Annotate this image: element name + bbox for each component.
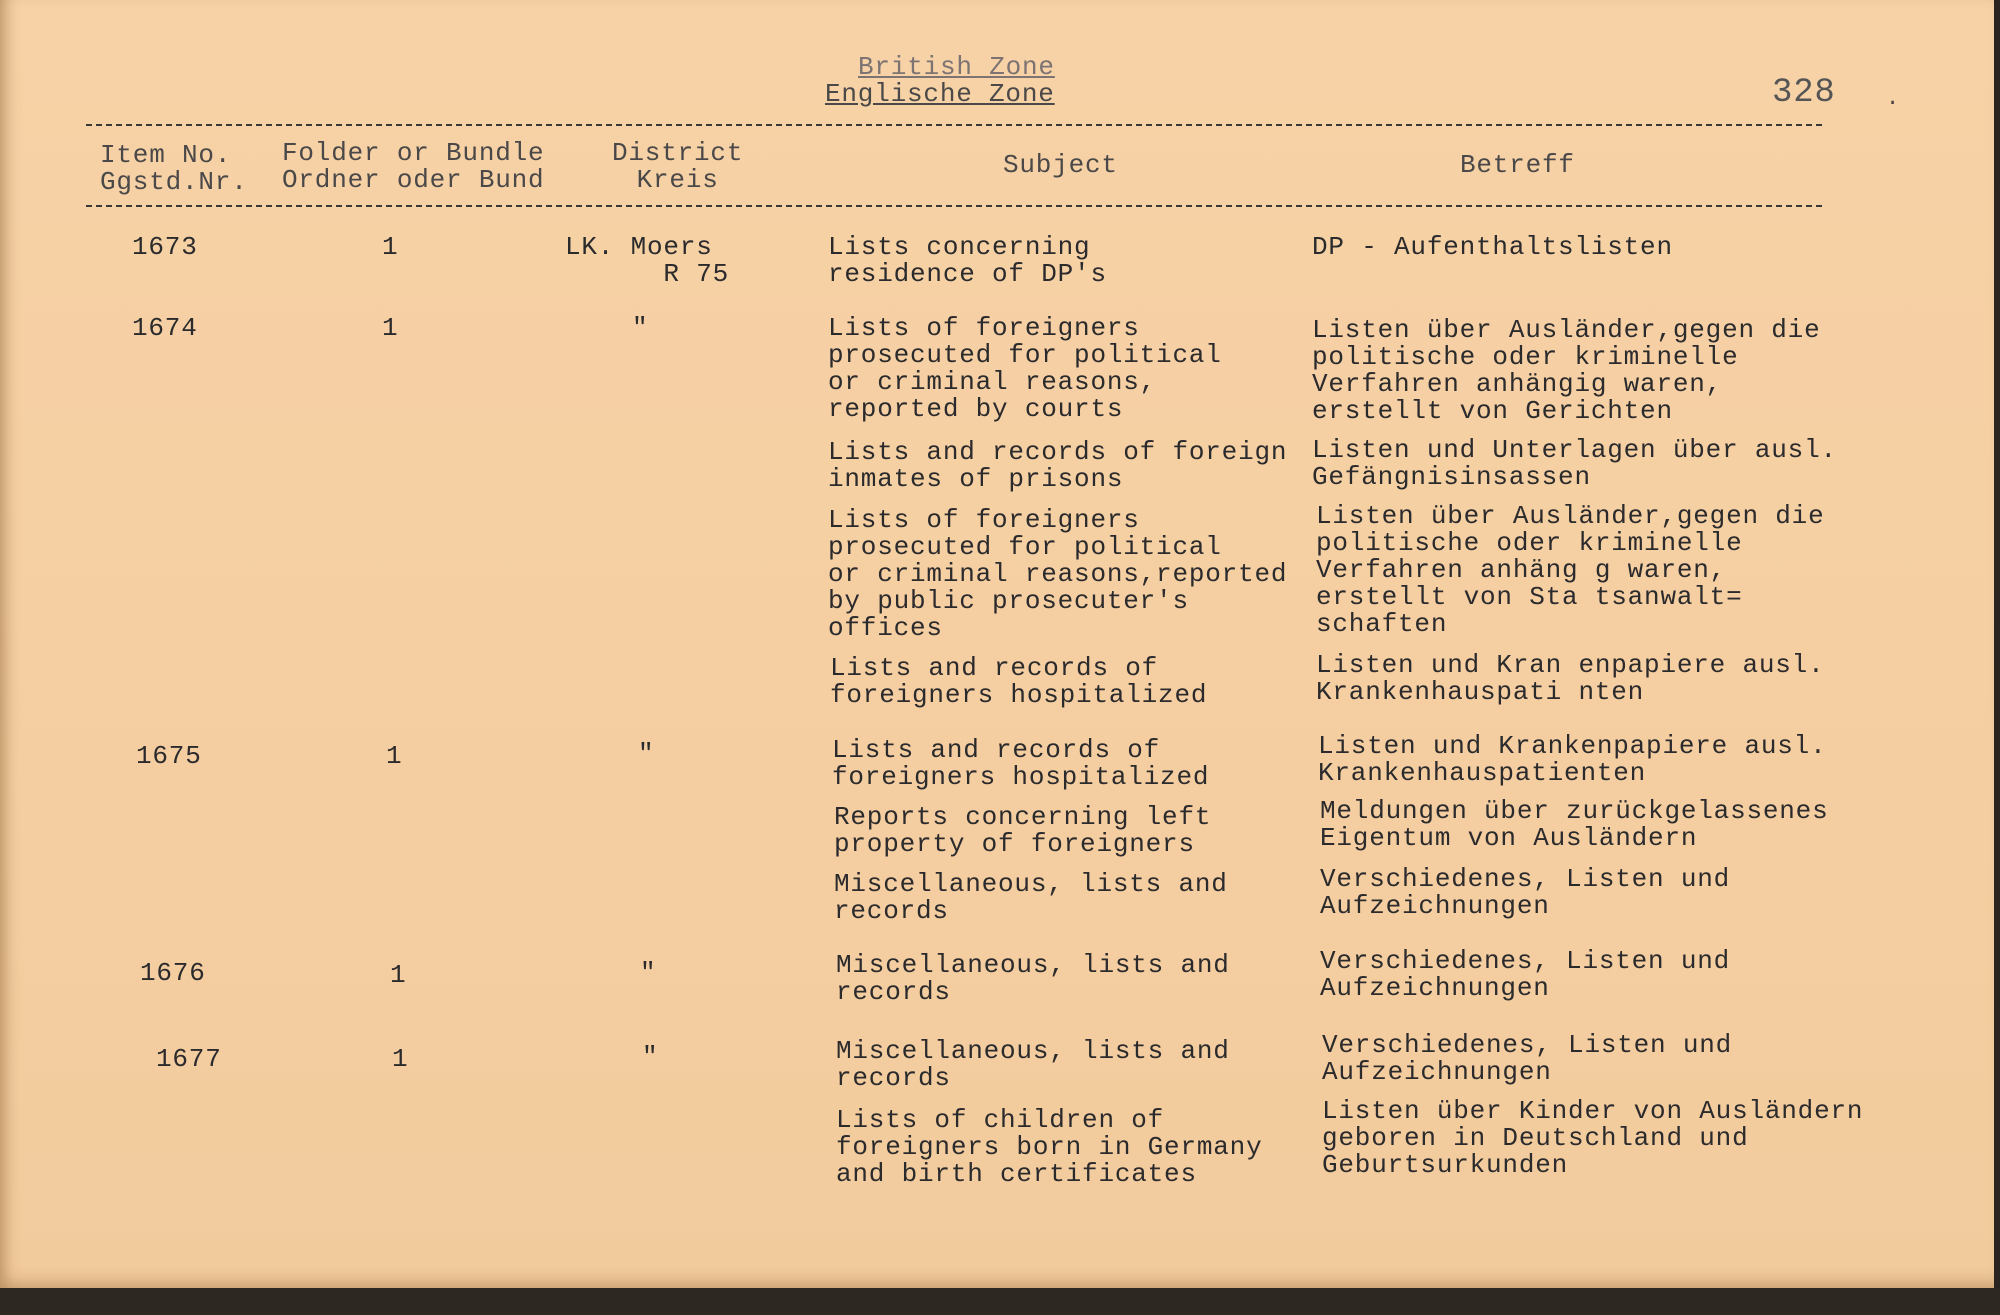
item-number: 1673: [132, 232, 198, 262]
folder-count: 1: [390, 960, 407, 990]
ditto-mark: ": [642, 1042, 659, 1072]
betreff-text: Listen und Unterlagen über ausl. Gefängnisinsassen: [1312, 435, 1837, 492]
subject-text: Miscellaneous, lists and records: [836, 950, 1230, 1007]
betreff-text: Verschiedenes, Listen und Aufzeichnungen: [1320, 946, 1731, 1003]
district: LK. Moers R 75: [565, 232, 730, 289]
subject-text: Lists of foreigners prosecuted for political or criminal reasons,reported by public prosecuter's offices: [828, 505, 1288, 643]
page-number: 328: [1772, 74, 1836, 112]
page-dot-mark: .: [1886, 86, 1900, 111]
header-rule-top: [86, 124, 1822, 126]
col-header-folder: Folder or Bundle Ordner oder Bund: [282, 138, 545, 195]
ditto-mark: ": [640, 958, 657, 988]
folder-count: 1: [392, 1044, 409, 1074]
folder-count: 1: [382, 232, 399, 262]
betreff-text: Listen und Krankenpapiere ausl. Krankenhauspatienten: [1318, 731, 1827, 788]
betreff-text: Listen über Ausländer,gegen die politische oder kriminelle Verfahren anhängig waren, erstellt von Gerichten: [1312, 315, 1821, 426]
subject-text: Lists and records of foreigners hospitalized: [832, 735, 1210, 792]
betreff-text: Verschiedenes, Listen und Aufzeichnungen: [1322, 1030, 1733, 1087]
betreff-text: Verschiedenes, Listen und Aufzeichnungen: [1320, 864, 1731, 921]
col-header-betreff: Betreff: [1460, 150, 1575, 180]
col-header-item: Item No. Ggstd.Nr.: [100, 140, 248, 197]
subject-text: Miscellaneous, lists and records: [836, 1036, 1230, 1093]
subject-text: Lists and records of foreign inmates of prisons: [828, 437, 1288, 494]
header-rule-bottom: [86, 205, 1822, 207]
item-number: 1675: [136, 741, 202, 771]
folder-count: 1: [386, 741, 403, 771]
ditto-mark: ": [632, 313, 649, 343]
col-header-subject: Subject: [1003, 150, 1118, 180]
betreff-text: DP - Aufenthaltslisten: [1312, 232, 1673, 262]
betreff-text: Listen über Kinder von Ausländern geboren in Deutschland und Geburtsurkunden: [1322, 1096, 1864, 1180]
betreff-text: Meldungen über zurückgelassenes Eigentum von Ausländern: [1320, 796, 1829, 853]
subject-text: Reports concerning left property of foreigners: [834, 802, 1212, 859]
item-number: 1677: [156, 1044, 222, 1074]
betreff-text: Listen und Kran enpapiere ausl. Krankenhauspati nten: [1316, 650, 1825, 707]
betreff-text: Listen über Ausländer,gegen die politische oder kriminelle Verfahren anhäng g waren, erstellt von Sta tsanwalt= schaften: [1316, 501, 1825, 639]
scan-bottom-edge: [0, 1288, 2000, 1315]
zone-title-de: Englische Zone: [825, 79, 1055, 109]
zone-title-en: British Zone: [858, 52, 1055, 82]
ditto-mark: ": [638, 739, 655, 769]
subject-text: Miscellaneous, lists and records: [834, 869, 1228, 926]
item-number: 1674: [132, 313, 198, 343]
col-header-district: District Kreis: [612, 138, 744, 195]
subject-text: Lists of foreigners prosecuted for political or criminal reasons, reported by courts: [828, 313, 1222, 424]
subject-text: Lists and records of foreigners hospitalized: [830, 653, 1208, 710]
subject-text: Lists of children of foreigners born in Germany and birth certificates: [836, 1105, 1263, 1189]
folder-count: 1: [382, 313, 399, 343]
item-number: 1676: [140, 958, 206, 988]
subject-text: Lists concerning residence of DP's: [828, 232, 1107, 289]
